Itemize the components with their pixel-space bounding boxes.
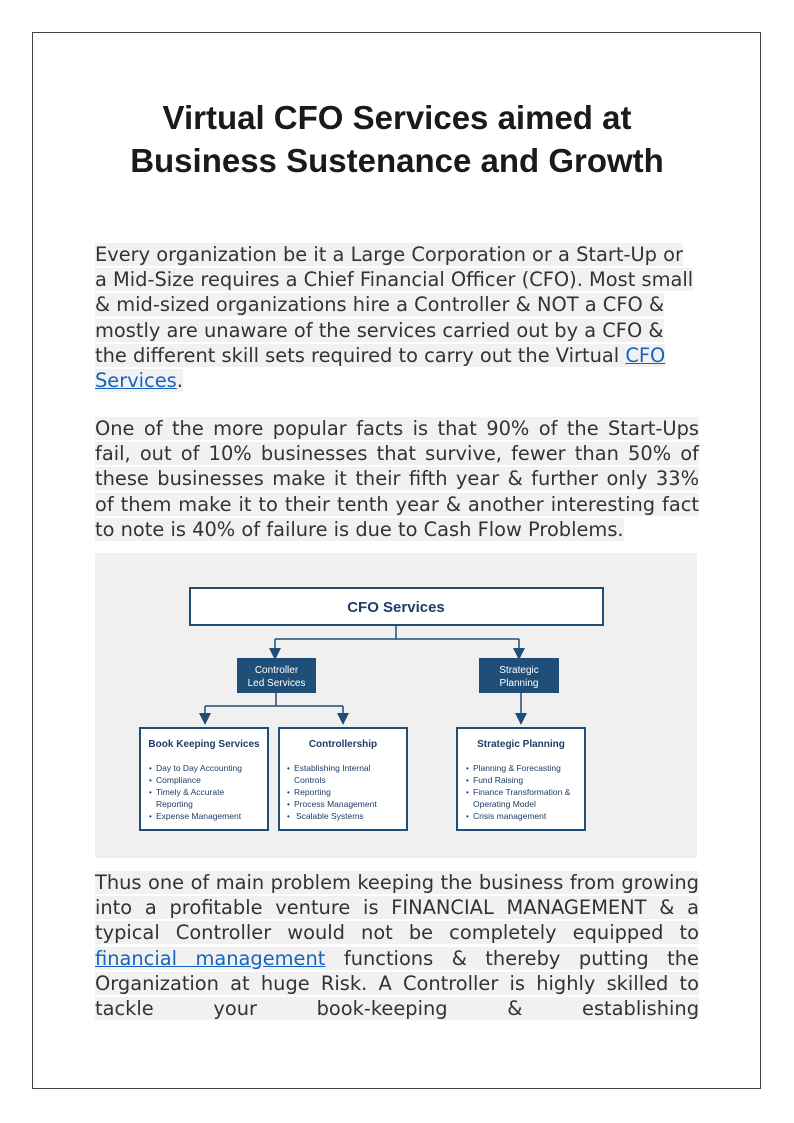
paragraph-intro — [95, 242, 699, 393]
list-item: Finance Transformation & — [473, 787, 571, 797]
connectors-level-2 — [205, 693, 521, 719]
bullet: • — [149, 764, 152, 773]
bullet: • — [466, 776, 469, 785]
financial-management-link[interactable]: financial management — [95, 946, 326, 970]
bullet: • — [287, 812, 290, 821]
diagram-svg — [95, 553, 697, 858]
paragraph-fm-text-before: Thus one of main problem keeping the business from growing into a profitable venture is FINANCIAL MANAGEMENT & a typical Controller would not be completely equipped to — [95, 871, 699, 945]
list-item: Controls — [294, 775, 326, 785]
bullet: • — [466, 788, 469, 797]
box-book-keeping-title: Book Keeping Services — [148, 739, 260, 750]
paragraph-facts-text: One of the more popular facts is that 90% of the Start-Ups fail, out of 10% businesses that survive, fewer than 50% of these businesses make it their fifth year & further only 33% of them make it to their tenth year & another interesting fact to note is 40% of failure is due to Cash Flow Problems. — [95, 417, 699, 541]
list-item: Day to Day Accounting — [156, 763, 242, 773]
paragraph-intro-text: Every organization be it a Large Corporation or a Start-Up or a Mid-Size requires a Chief Financial Officer (CFO). Most small & mid-sized organizations hire a Controller & NOT a CFO & mostly are unaware of the services carried out by a CFO & the different skill sets required to carry out the Virtual — [95, 243, 694, 367]
root-label: CFO Services — [347, 599, 445, 616]
list-item: Establishing Internal — [294, 763, 371, 773]
bullet: • — [149, 776, 152, 785]
box-book-keeping — [140, 728, 268, 830]
bullet: • — [466, 764, 469, 773]
paragraph-financial-management — [95, 870, 699, 1021]
branch-controller-line2: Led Services — [247, 678, 306, 689]
list-item: Operating Model — [473, 799, 536, 809]
list-item: Scalable Systems — [296, 811, 364, 821]
list-item: Fund Raising — [473, 775, 524, 785]
box-strategic-planning-title: Strategic Planning — [477, 739, 565, 750]
bullet: • — [149, 812, 152, 821]
list-item: Compliance — [156, 775, 201, 785]
box-strategic-planning — [457, 728, 585, 830]
list-item: Process Management — [294, 799, 377, 809]
bullet: • — [287, 800, 290, 809]
list-item: Reporting — [156, 799, 193, 809]
list-item: Crisis management — [473, 811, 547, 821]
bullet: • — [287, 764, 290, 773]
title-line-2: Business Sustenance and Growth — [130, 142, 664, 179]
paragraph-fm-text-after: functions & thereby putting the Organization at huge Risk. A Controller is highly skilled to tackle your book-keeping & establishing — [95, 946, 699, 1021]
bullet: • — [287, 788, 290, 797]
document-title — [60, 96, 734, 182]
cfo-services-link[interactable]: CFO Services — [95, 343, 666, 393]
box-controllership-title: Controllership — [308, 739, 378, 750]
list-item: Planning & Forecasting — [473, 763, 561, 773]
branch-strategic-line2: Planning — [499, 678, 539, 689]
box-controllership — [279, 728, 407, 830]
bullet: • — [466, 812, 469, 821]
connectors-level-1 — [275, 625, 519, 654]
branch-strategic-line1: Strategic — [499, 665, 539, 676]
cfo-services-diagram — [95, 553, 697, 858]
paragraph-facts — [95, 416, 699, 542]
title-line-1: Virtual CFO Services aimed at — [162, 99, 632, 136]
list-item: Reporting — [294, 787, 331, 797]
branch-controller-line1: Controller — [254, 665, 299, 676]
bullet: • — [149, 788, 152, 797]
list-item: Expense Management — [156, 811, 242, 821]
paragraph-intro-end: . — [176, 369, 183, 393]
list-item: Timely & Accurate — [156, 787, 225, 797]
